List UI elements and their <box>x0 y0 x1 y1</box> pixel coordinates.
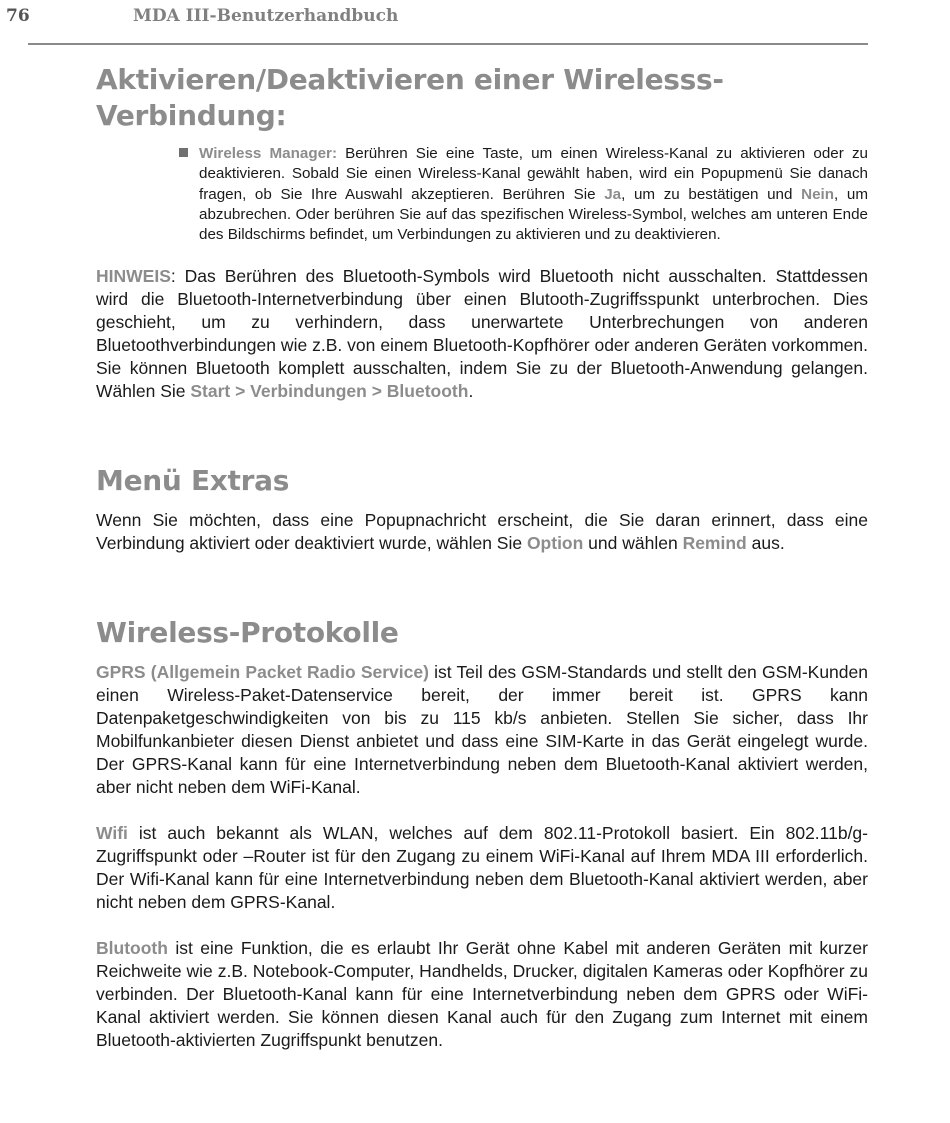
menu-text-part2: und wählen <box>583 533 683 554</box>
term-nein: Nein <box>801 185 835 203</box>
section-heading-menu-extras: Menü Extras <box>96 464 290 498</box>
bluetooth-paragraph <box>96 937 868 1052</box>
gprs-paragraph <box>96 661 868 799</box>
menu-text-part3: aus. <box>746 533 785 554</box>
running-title: MDA III-Benutzerhandbuch <box>133 6 399 26</box>
bullet-text-part1: Berühren Sie eine Taste, um einen Wireless-Kanal zu aktivieren oder zu deaktivieren. Sobald Sie einen Wireless-Kanal gewählt haben, wird ein Popupmenü Sie danach fragen, ob Sie Ihre Auswahl akzeptieren. Berühren Sie <box>199 145 868 203</box>
menu-path: Start > Verbindungen > Bluetooth <box>190 381 469 402</box>
section-heading-wireless-toggle: Aktivieren/Deaktivieren einer Wirelesss-Verbindung: <box>96 63 724 132</box>
header-divider <box>28 43 868 45</box>
term-wireless-manager: Wireless Manager: <box>199 145 338 162</box>
term-ja: Ja <box>604 185 622 203</box>
term-remind: Remind <box>682 533 747 554</box>
note-label: HINWEIS <box>96 266 171 287</box>
term-bluetooth: Blutooth <box>96 938 168 959</box>
page-number: 76 <box>6 6 30 26</box>
term-wifi: Wifi <box>96 823 128 844</box>
note-paragraph <box>96 265 868 403</box>
bullet-text-part3: , um abzubrechen. Oder berühren Sie auf das spezifischen Wireless-Symbol, welches am unteren Ende des Bildschirms befindet, um Verbindungen zu aktivieren und zu deaktivieren. <box>199 185 868 244</box>
note-text-part2: . <box>468 381 474 402</box>
bullet-text-part2: , um zu bestätigen und <box>621 185 802 203</box>
term-gprs: GPRS (Allgemein Packet Radio Service) <box>96 662 429 683</box>
page-header <box>0 0 950 46</box>
bullet-text <box>199 144 868 245</box>
wifi-text: ist auch bekannt als WLAN, welches auf dem 802.11-Protokoll basiert. Ein 802.11b/g-Zugriffspunkt oder –Router ist für den Zugang zu einem WiFi-Kanal auf Ihrem MDA III erforderlich. Der Wifi-Kanal kann für eine Internetverbindung neben dem Bluetooth-Kanal aktiviert werden, aber nicht neben dem GPRS-Kanal. <box>96 823 868 913</box>
menu-extras-paragraph <box>96 509 868 555</box>
square-bullet-icon <box>179 148 188 157</box>
page-content <box>96 62 868 1052</box>
wifi-paragraph <box>96 822 868 914</box>
note-text-part1: : Das Berühren des Bluetooth-Symbols wird Bluetooth nicht ausschalten. Stattdessen wird die Bluetooth-Internetverbindung über einen Blutooth-Zugriffsspunkt unterbrochen. Dies geschieht, um zu verhindern, dass unerwartete Unterbrechungen von anderen Bluetoothverbindungen wie z.B. von einem Bluetooth-Kopfhörer oder anderen Geräten vorkommen. Sie können Bluetooth komplett ausschalten, indem Sie zu der Bluetooth-Anwendung gelangen. Wählen Sie <box>96 266 868 402</box>
menu-text-part1: Wenn Sie möchten, dass eine Popupnachricht erscheint, die Sie daran erinnert, dass eine Verbindung aktiviert oder deaktiviert wurde, wählen Sie <box>96 510 868 554</box>
gprs-text: ist Teil des GSM-Standards und stellt den GSM-Kunden einen Wireless-Paket-Datenservice bereit, der immer bereit ist. GPRS kann Datenpaketgeschwindigkeiten von bis zu 115 kb/s anbieten. Stellen Sie sicher, dass Ihr Mobilfunkanbieter diesen Dienst anbietet und dass eine SIM-Karte in das Gerät eingelegt wurde. Der GPRS-Kanal kann für eine Internetverbindung neben dem Bluetooth-Kanal aktiviert werden, aber nicht neben dem WiFi-Kanal. <box>96 662 868 798</box>
section-heading-wireless-protocols: Wireless-Protokolle <box>96 616 399 650</box>
bluetooth-text: ist eine Funktion, die es erlaubt Ihr Gerät ohne Kabel mit anderen Geräten mit kurzer Reichweite wie z.B. Notebook-Computer, Handhelds, Drucker, digitalen Kameras oder Kopfhörer zu verbinden. Der Bluetooth-Kanal kann für eine Internetverbindung neben dem GPRS oder WiFi-Kanal aktiviert werden. Sie können diesen Kanal auch für den Zugang zum Internet mit einem Bluetooth-aktivierten Zugriffspunkt benutzen. <box>96 938 868 1051</box>
bullet-item-wireless-manager <box>199 144 868 245</box>
term-option: Option <box>526 533 584 554</box>
